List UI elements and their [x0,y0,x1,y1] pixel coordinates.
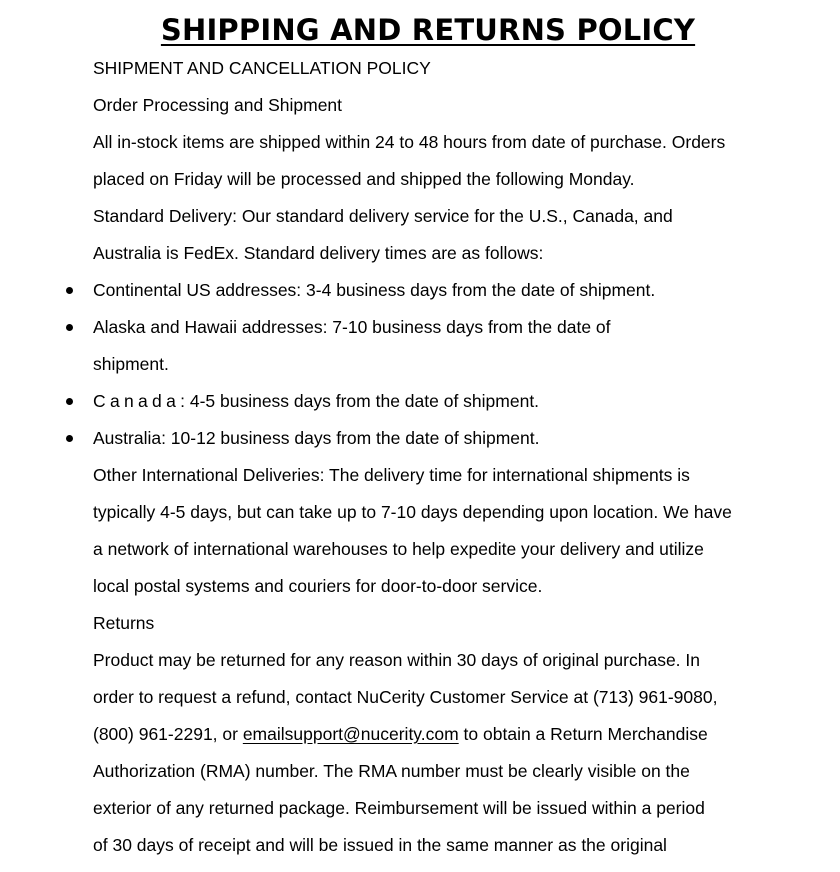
bullet-icon [66,398,73,405]
document-title: SHIPPING AND RETURNS POLICY [160,13,696,47]
list-item [93,309,793,383]
order-processing-line: placed on Friday will be processed and shipped the following Monday. [93,169,635,189]
bullet-icon [66,287,73,294]
list-item [93,383,793,420]
delivery-times-list [93,272,793,457]
bullet-icon [66,324,73,331]
returns-line: Product may be returned for any reason within 30 days of original purchase. In [93,650,701,670]
list-item [93,420,793,457]
returns-line: order to request a refund, contact NuCerity Customer Service at (713) 961-9080, [93,687,718,707]
international-line: a network of international warehouses to help expedite your delivery and utilize [93,539,704,559]
standard-delivery-line: Standard Delivery: Our standard delivery service for the U.S., Canada, and [93,206,673,226]
returns-line [93,716,793,753]
list-item-text: Continental US addresses: 3-4 business days from the date of shipment. [93,280,656,300]
returns-line: of 30 days of receipt and will be issued in the same manner as the original [93,835,667,855]
returns-line: exterior of any returned package. Reimbursement will be issued within a period [93,798,705,818]
list-item-text: Australia: 10-12 business days from the date of shipment. [93,428,540,448]
returns-heading: Returns [93,613,155,633]
returns-line: Authorization (RMA) number. The RMA number must be clearly visible on the [93,761,690,781]
support-email-link[interactable]: emailsupport@nucerity.com [242,724,459,744]
list-item-text: : 4-5 business days from the date of shipment. [180,391,540,411]
document-body [93,50,793,864]
list-item [93,272,793,309]
canada-label: Canada [93,391,181,411]
bullet-icon [66,435,73,442]
order-processing-line: All in-stock items are shipped within 24 to 48 hours from date of purchase. Orders [93,132,726,152]
international-line: local postal systems and couriers for door-to-door service. [93,576,543,596]
international-line: typically 4-5 days, but can take up to 7-10 days depending upon location. We have [93,502,732,522]
standard-delivery-line: Australia is FedEx. Standard delivery times are as follows: [93,243,544,263]
returns-text: (800) 961-2291, or [93,724,243,744]
international-line: Other International Deliveries: The delivery time for international shipments is [93,465,690,485]
order-processing-heading: Order Processing and Shipment [93,95,343,115]
section-heading: SHIPMENT AND CANCELLATION POLICY [93,58,431,78]
list-item-text-continued: shipment. [93,354,169,374]
list-item-text: Alaska and Hawaii addresses: 7-10 business days from the date of [93,317,611,337]
returns-text: to obtain a Return Merchandise [458,724,708,744]
